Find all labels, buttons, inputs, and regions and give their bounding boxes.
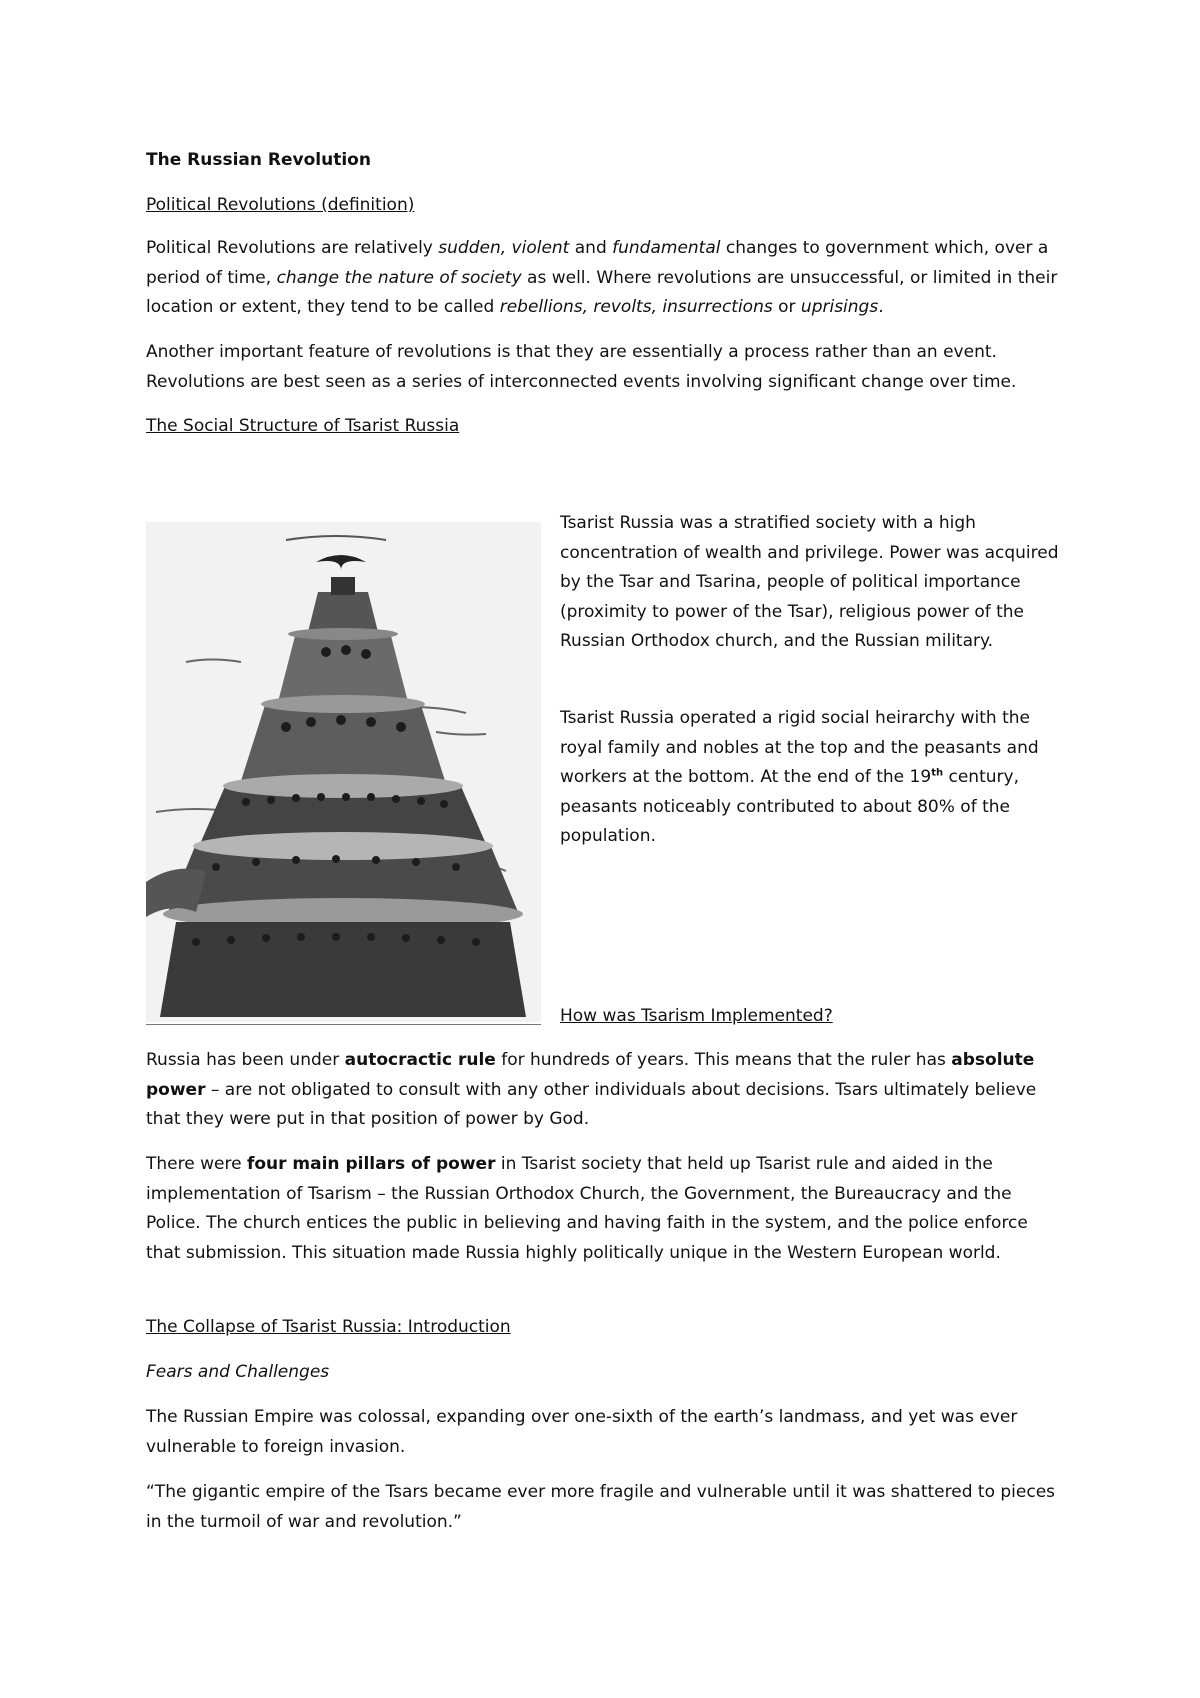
pyramid-illustration bbox=[146, 522, 541, 1022]
heading-collapse: The Collapse of Tsarist Russia: Introduction bbox=[146, 1317, 511, 1337]
paragraph-empire: The Russian Empire was colossal, expanding over one-sixth of the earth’s landmass, and yet was ever vulnerable to foreign invasion. bbox=[146, 1407, 1018, 1457]
heading-implemented: How was Tsarism Implemented? bbox=[560, 1006, 833, 1026]
document-title: The Russian Revolution bbox=[146, 150, 371, 170]
paragraph-definition bbox=[146, 234, 1066, 323]
paragraph-definition-run: as well. Where revolutions are unsuccessful, or limited in their location or extent, they tend to be called bbox=[146, 267, 1058, 317]
paragraph-autocracy-run: for hundreds of years. This means that the ruler has bbox=[495, 1050, 952, 1070]
ordinal-suffix: th bbox=[931, 767, 944, 779]
heading-definition: Political Revolutions (definition) bbox=[146, 195, 415, 215]
paragraph-pillars bbox=[146, 1150, 1066, 1268]
paragraph-autocracy bbox=[146, 1046, 1066, 1135]
heading-fears: Fears and Challenges bbox=[146, 1362, 330, 1382]
paragraph-definition-run: Political Revolutions are relatively bbox=[146, 238, 439, 258]
paragraph-definition-run: and bbox=[569, 238, 613, 258]
paragraph-definition-run: fundamental bbox=[612, 238, 721, 258]
heading-social-structure: The Social Structure of Tsarist Russia bbox=[146, 416, 460, 436]
paragraph-definition-run: uprisings bbox=[800, 297, 879, 317]
hierarchy-text-b: century, peasants noticeably contributed to about 80% of the population. bbox=[560, 767, 1019, 846]
paragraph-autocracy-run: Russia has been under bbox=[146, 1050, 345, 1070]
paragraph-stratified: Tsarist Russia was a stratified society with a high concentration of wealth and privilege. Power was acquired by the Tsar and Tsarina, people of political importance (proximity to power of the Tsar), religious power of the Russian Orthodox church, and the Russian military. bbox=[560, 513, 1059, 651]
paragraph-definition-run: changes to government which, over a period of time, bbox=[146, 238, 1049, 288]
paragraph-definition-run: rebellions, revolts, insurrections bbox=[499, 297, 773, 317]
paragraph-autocracy-run: – are not obligated to consult with any other individuals about decisions. Tsars ultimately believe that they were put in that position of power by God. bbox=[146, 1079, 1037, 1129]
paragraph-hierarchy bbox=[560, 704, 1070, 852]
paragraph-pillars-run: There were bbox=[146, 1154, 247, 1174]
paragraph-definition-run: . bbox=[878, 297, 884, 317]
pyramid-drawing bbox=[146, 522, 541, 1022]
paragraph-autocracy-run: absolute power bbox=[146, 1050, 1035, 1100]
figure-underline bbox=[146, 1024, 541, 1025]
paragraph-quote: “The gigantic empire of the Tsars became ever more fragile and vulnerable until it was shattered to pieces in the turmoil of war and revolution.” bbox=[146, 1482, 1056, 1532]
paragraph-definition-run: change the nature of society bbox=[276, 267, 522, 288]
paragraph-pillars-run: four main pillars of power bbox=[246, 1154, 496, 1174]
paragraph-autocracy-run: autocractic rule bbox=[344, 1050, 496, 1070]
paragraph-definition-run: sudden, violent bbox=[438, 238, 570, 258]
paragraph-definition-run: or bbox=[772, 297, 801, 317]
paragraph-pillars-run: in Tsarist society that held up Tsarist rule and aided in the implementation of Tsarism – the Russian Orthodox Church, the Government, the Bureaucracy and the Police. The church entices the public in believing and having faith in the system, and the police enforce that submission. This situation made Russia highly politically unique in the Western European world. bbox=[146, 1154, 1028, 1263]
hierarchy-text-a: Tsarist Russia operated a rigid social heirarchy with the royal family and nobles at the top and the peasants and workers at the bottom. At the end of the 19 bbox=[560, 708, 1039, 787]
paragraph-process: Another important feature of revolutions is that they are essentially a process rather than an event. Revolutions are best seen as a series of interconnected events involving significant change over time. bbox=[146, 342, 1017, 392]
